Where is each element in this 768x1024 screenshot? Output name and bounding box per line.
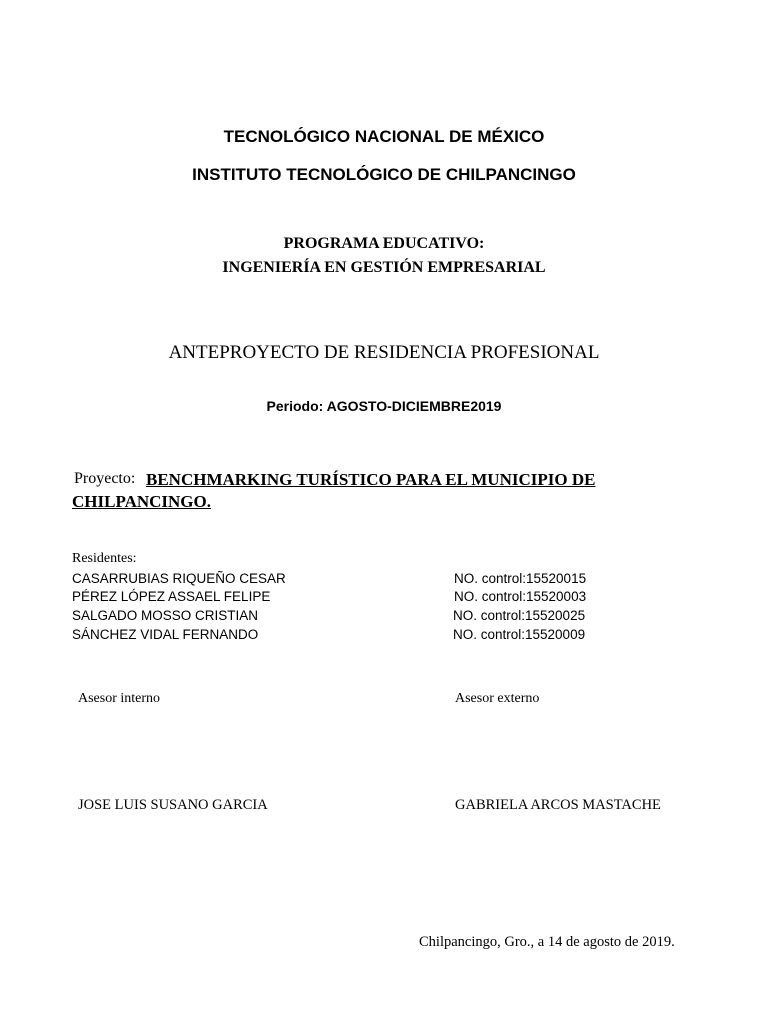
project-title-line1: BENCHMARKING TURÍSTICO PARA EL MUNICIPIO DE xyxy=(146,470,596,489)
place-date: Chilpancingo, Gro., a 14 de agosto de 2019. xyxy=(419,934,675,950)
institution-national: TECNOLÓGICO NACIONAL DE MÉXICO xyxy=(223,127,545,146)
resident-name: CASARRUBIAS RIQUEÑO CESAR xyxy=(72,571,286,586)
resident-control-number: NO. control:15520003 xyxy=(454,589,587,604)
resident-name: SÁNCHEZ VIDAL FERNANDO xyxy=(72,627,259,642)
program-name: INGENIERÍA EN GESTIÓN EMPRESARIAL xyxy=(222,259,546,276)
resident-control-number: NO. control:15520015 xyxy=(454,571,587,586)
resident-name: PÉREZ LÓPEZ ASSAEL FELIPE xyxy=(72,589,271,604)
document-title: ANTEPROYECTO DE RESIDENCIA PROFESIONAL xyxy=(168,342,600,363)
external-advisor-label: Asesor externo xyxy=(455,691,540,706)
resident-control-number: NO. control:15520025 xyxy=(453,608,586,623)
resident-control-number: NO. control:15520009 xyxy=(453,627,586,642)
project-label: Proyecto: xyxy=(74,470,136,487)
internal-advisor-name: JOSE LUIS SUSANO GARCIA xyxy=(78,797,268,813)
internal-advisor-label: Asesor interno xyxy=(78,691,161,706)
resident-name: SALGADO MOSSO CRISTIAN xyxy=(72,608,259,623)
external-advisor-name: GABRIELA ARCOS MASTACHE xyxy=(455,797,661,813)
program-label: PROGRAMA EDUCATIVO: xyxy=(283,235,485,252)
period: Periodo: AGOSTO-DICIEMBRE2019 xyxy=(266,398,502,414)
institution-local: INSTITUTO TECNOLÓGICO DE CHILPANCINGO xyxy=(192,165,576,184)
project-title-line2: CHILPANCINGO. xyxy=(72,492,211,511)
residents-label: Residentes: xyxy=(72,551,137,566)
